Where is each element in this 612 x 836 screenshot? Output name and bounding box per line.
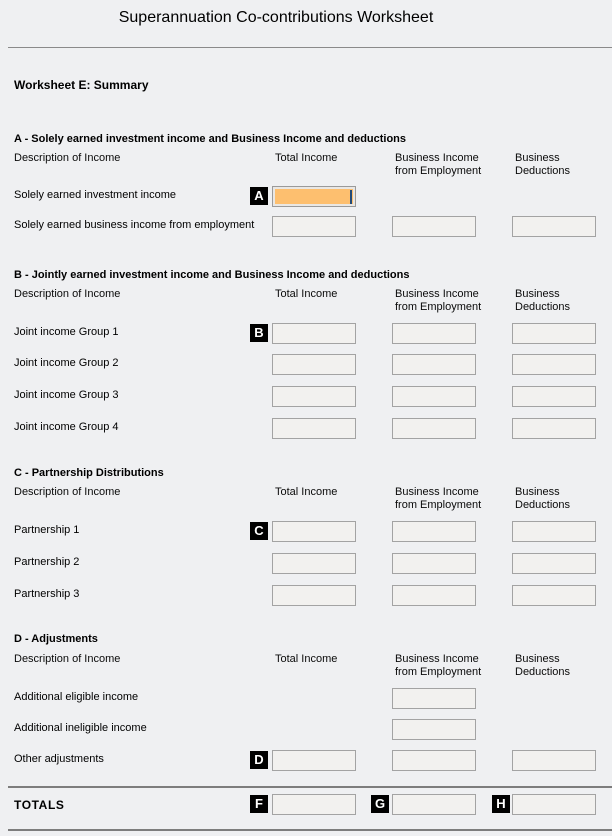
field-joint4-business-deductions[interactable] [512,418,596,439]
row-label: Joint income Group 2 [14,357,119,369]
column-header-description: Description of Income [14,486,121,498]
column-header-total-income: Total Income [275,486,338,498]
horizontal-divider [8,786,612,788]
section-c-heading: C - Partnership Distributions [14,467,164,479]
row-label: Joint income Group 1 [14,326,119,338]
row-label: Partnership 2 [14,556,80,568]
column-header-business-deductions: Business Deductions [515,288,571,313]
field-joint1-total-income[interactable] [272,323,356,344]
row-totals [0,794,612,815]
field-other-adjustments-total-income[interactable] [272,750,356,771]
field-joint3-total-income[interactable] [272,386,356,407]
page-title: Superannuation Co-contributions Worksheet [118,9,434,26]
row-label: Solely earned business income from employment [14,219,255,231]
field-total-income-total[interactable] [272,794,356,815]
field-business-deductions-total[interactable] [512,794,596,815]
field-joint4-business-income-employment[interactable] [392,418,476,439]
column-header-business-deductions: Business Deductions [515,653,571,678]
column-header-total-income: Total Income [275,288,338,300]
field-joint1-business-income-employment[interactable] [392,323,476,344]
letter-tag-h: H [492,795,510,813]
field-joint2-total-income[interactable] [272,354,356,375]
column-header-business-income: Business Income from Employment [395,288,482,313]
field-partnership2-business-deductions[interactable] [512,553,596,574]
letter-tag-b: B [250,324,268,342]
field-partnership2-business-income-employment[interactable] [392,553,476,574]
column-header-total-income: Total Income [275,653,338,665]
row-label: Joint income Group 4 [14,421,119,433]
letter-tag-a: A [250,187,268,205]
row-label: Partnership 3 [14,588,80,600]
row-other-adjustments [0,750,612,771]
totals-label: TOTALS [14,798,65,812]
field-joint2-business-deductions[interactable] [512,354,596,375]
row-label: Additional eligible income [14,691,139,703]
field-joint2-business-income-employment[interactable] [392,354,476,375]
section-b-heading: B - Jointly earned investment income and Business Income and deductions [14,269,410,281]
row-joint-income-group-4 [0,418,612,439]
row-solely-earned-investment-income [0,186,612,207]
column-header-business-income: Business Income from Employment [395,152,482,177]
row-label: Solely earned investment income [14,189,177,201]
field-joint4-total-income[interactable] [272,418,356,439]
text-caret [350,190,352,204]
field-partnership1-business-income-employment[interactable] [392,521,476,542]
column-header-description: Description of Income [14,288,121,300]
column-header-description: Description of Income [14,653,121,665]
field-solely-business-total-income[interactable] [272,216,356,237]
letter-tag-d: D [250,751,268,769]
column-header-total-income: Total Income [275,152,338,164]
section-a-heading: A - Solely earned investment income and Business Income and deductions [14,133,407,145]
column-header-business-deductions: Business Deductions [515,486,571,511]
row-joint-income-group-2 [0,354,612,375]
field-partnership3-business-income-employment[interactable] [392,585,476,606]
row-label: Joint income Group 3 [14,389,119,401]
letter-tag-c: C [250,522,268,540]
field-partnership1-total-income[interactable] [272,521,356,542]
row-label: Additional ineligible income [14,722,147,734]
row-solely-earned-business-income [0,216,612,237]
field-business-income-total[interactable] [392,794,476,815]
column-header-business-deductions: Business Deductions [515,152,571,177]
field-solely-business-deductions[interactable] [512,216,596,237]
horizontal-divider [8,829,612,831]
row-label: Partnership 1 [14,524,80,536]
horizontal-divider [8,47,612,48]
row-partnership-3 [0,585,612,606]
row-joint-income-group-1 [0,323,612,344]
field-partnership3-business-deductions[interactable] [512,585,596,606]
field-solely-business-income-employment[interactable] [392,216,476,237]
row-partnership-2 [0,553,612,574]
field-partnership3-total-income[interactable] [272,585,356,606]
field-solely-investment-total-income[interactable] [272,186,356,207]
field-joint3-business-income-employment[interactable] [392,386,476,407]
row-label: Other adjustments [14,753,104,765]
field-partnership1-business-deductions[interactable] [512,521,596,542]
row-additional-eligible-income [0,688,612,709]
row-partnership-1 [0,521,612,542]
field-partnership2-total-income[interactable] [272,553,356,574]
field-other-adjustments-business-income-employment[interactable] [392,750,476,771]
field-joint1-business-deductions[interactable] [512,323,596,344]
field-additional-eligible-business-income[interactable] [392,688,476,709]
row-joint-income-group-3 [0,386,612,407]
section-d-heading: D - Adjustments [14,633,98,645]
row-additional-ineligible-income [0,719,612,740]
column-header-business-income: Business Income from Employment [395,486,482,511]
field-other-adjustments-business-deductions[interactable] [512,750,596,771]
letter-tag-f: F [250,795,268,813]
column-header-description: Description of Income [14,152,121,164]
worksheet-heading: Worksheet E: Summary [14,78,149,92]
field-joint3-business-deductions[interactable] [512,386,596,407]
column-header-business-income: Business Income from Employment [395,653,482,678]
field-additional-ineligible-business-income[interactable] [392,719,476,740]
letter-tag-g: G [371,795,389,813]
